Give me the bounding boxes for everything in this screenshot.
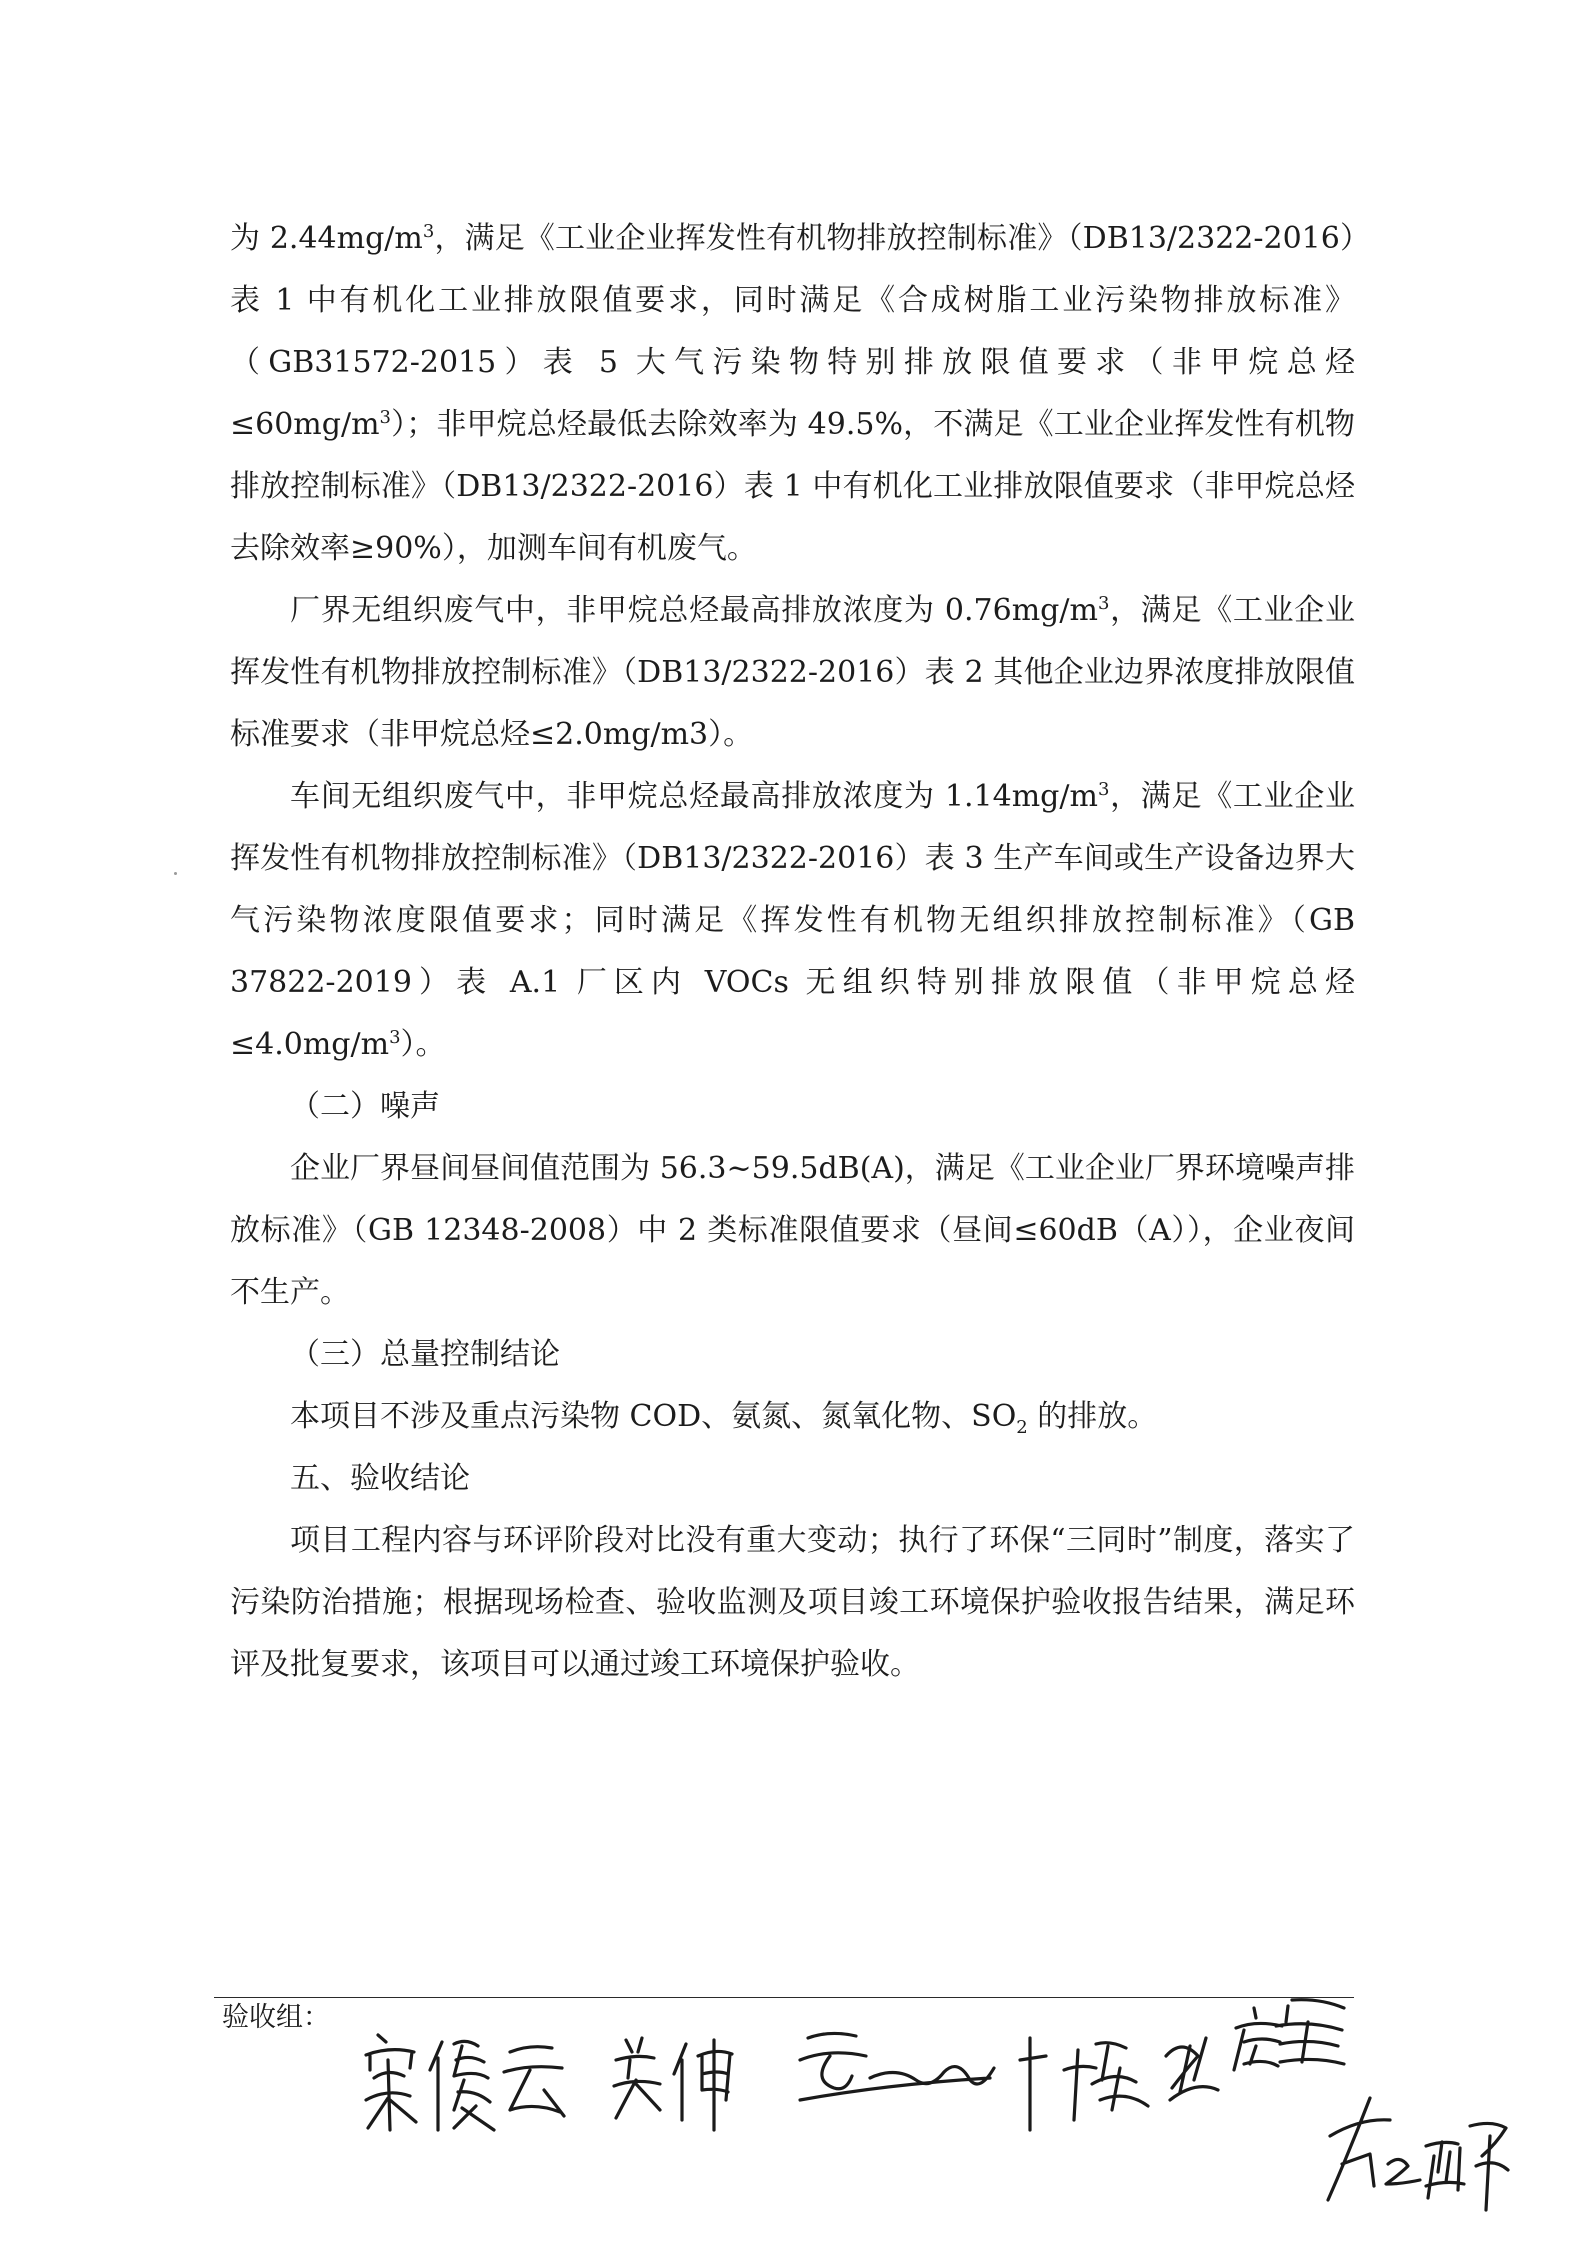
signature-3 bbox=[800, 2033, 1046, 2130]
signature-2 bbox=[614, 2038, 732, 2130]
signature-1 bbox=[366, 2035, 564, 2130]
scan-speck bbox=[174, 872, 177, 875]
acceptance-group-label: 验收组： bbox=[222, 2002, 330, 2033]
signature-6 bbox=[1328, 2098, 1508, 2210]
paragraph-boundary-fugitive: 厂界无组织废气中，非甲烷总烃最高排放浓度为 $0.76mg/m^3$，满足《工业企业挥发性有机物排放控制标准》（DB13/2322-2016）表 2 其他企业边界浓度排放限值标准要求（非甲烷总烃≤2.0mg/m3）。 bbox=[230, 593, 1356, 752]
paragraph-exhaust-organized: 为 $2.44mg/m^3$，满足《工业企业挥发性有机物排放控制标准》（DB13/2322-2016）表 1 中有机化工业排放限值要求，同时满足《合成树脂工业污染物排放标准》（GB31572-2015）表 5 大气污染物特别排放限值要求（非甲烷总烃$\le 60mg/m^3$）；非甲烷总烃最低去除效率为 49.5%，不满足《工业企业挥发性有机物排放控制标准》（DB13/2322-2016）表 1 中有机化工业排放限值要求（非甲烷总烃去除效率≥90%），加测车间有机废气。 bbox=[230, 221, 1355, 566]
signature-4 bbox=[1064, 2038, 1218, 2120]
paragraph-conclusion: 项目工程内容与环评阶段对比没有重大变动；执行了环保“三同时”制度，落实了污染防治措施；根据现场检查、验收监测及项目竣工环境保护验收报告结果，满足环评及批复要求，该项目可以通过竣工环境保护验收。 bbox=[230, 1523, 1355, 1682]
section-heading-conclusion: 五、验收结论 bbox=[290, 1461, 470, 1496]
signature-5 bbox=[1234, 2000, 1344, 2070]
section-heading-total-control: （三）总量控制结论 bbox=[290, 1337, 560, 1372]
section-heading-noise: （二）噪声 bbox=[290, 1089, 440, 1124]
paragraph-noise: 企业厂界昼间昼间值范围为 56.3~59.5dB(A)，满足《工业企业厂界环境噪声排放标准》（GB 12348-2008）中 2 类标准限值要求（昼间≤60dB（A）），企业夜间不生产。 bbox=[230, 1151, 1355, 1310]
document-body bbox=[230, 208, 1355, 1696]
paragraph-total-control: 本项目不涉及重点污染物 COD、氨氮、氮氧化物、$SO_2$ 的排放。 bbox=[290, 1399, 1158, 1438]
paragraph-workshop-fugitive: 车间无组织废气中，非甲烷总烃最高排放浓度为 $1.14mg/m^3$，满足《工业企业挥发性有机物排放控制标准》（DB13/2322-2016）表 3 生产车间或生产设备边界大气污染物浓度限值要求；同时满足《挥发性有机物无组织排放控制标准》（GB 37822-2019）表 A.1 厂区内 VOCs 无组织特别排放限值（非甲烷总烃$\le 4.0mg/m^3$）。 bbox=[230, 779, 1356, 1062]
handwritten-signatures bbox=[330, 1960, 1510, 2220]
